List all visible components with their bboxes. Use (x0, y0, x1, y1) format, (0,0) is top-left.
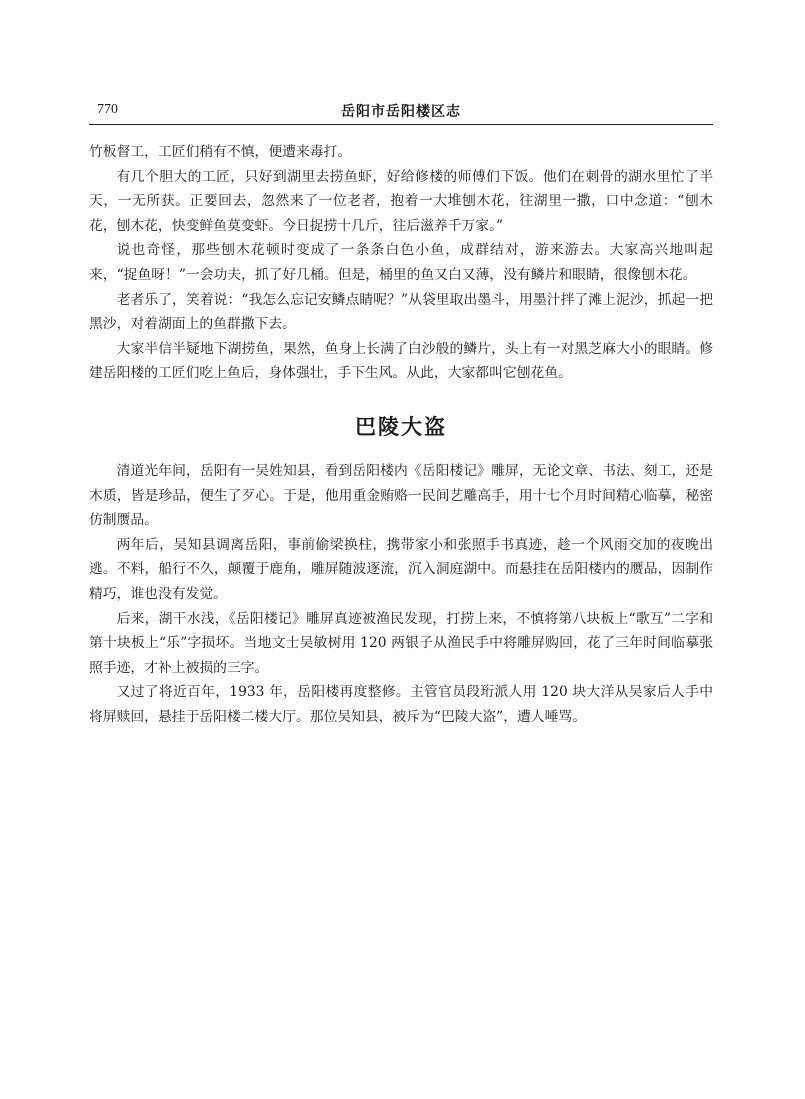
paragraph: 清道光年间，岳阳有一吴姓知县，看到岳阳楼内《岳阳楼记》雕屏，无论文章、书法、刻工，还是木质，皆是珍品，便生了歹心。于是，他用重金贿赂一民间艺雕高手，用十七个月时间精心临摹，秘密仿制赝品。 (89, 463, 713, 529)
section-heading: 巴陵大盗 (355, 415, 447, 439)
paragraph: 两年后，吴知县调离岳阳，事前偷梁换柱，携带家小和张照手书真迹，趁一个风雨交加的夜晚出逃。不料，船行不久，颠覆于鹿角，雕屏随波逐流，沉入洞庭湖中。而悬挂在岳阳楼内的赝品，因制作精巧，谁也没有发觉。 (89, 536, 713, 602)
running-title: 岳阳市岳阳楼区志 (341, 104, 461, 120)
page-header (89, 98, 713, 125)
paragraph: 后来，湖干水浅，《岳阳楼记》雕屏真迹被渔民发现，打捞上来，不慎将第八块板上“歌互”二字和第十块板上“乐”字损坏。当地文士吴敏树用 120 两银子从渔民手中将雕屏购回，花了三年时间临摹张照手迹，才补上被损的三字。 (89, 610, 713, 676)
story-continuation (89, 140, 713, 386)
story-baling-dadao (89, 459, 713, 730)
paragraph: 大家半信半疑地下湖捞鱼，果然，鱼身上长满了白沙般的鳞片，头上有一对黑芝麻大小的眼睛。修建岳阳楼的工匠们吃上鱼后，身体强壮，手下生风。从此，大家都叫它刨花鱼。 (89, 340, 713, 382)
paragraph: 说也奇怪，那些刨木花顿时变成了一条条白色小鱼，成群结对，游来游去。大家高兴地叫起来，“捉鱼呀！”一会功夫，抓了好几桶。但是，桶里的鱼又白又薄，没有鳞片和眼睛，很像刨木花。 (89, 242, 713, 283)
paragraph: 又过了将近百年，1933 年，岳阳楼再度整修。主管官员段珩派人用 120 块大洋从吴家后人手中将屏赎回，悬挂于岳阳楼二楼大厅。那位吴知县，被斥为“巴陵大盗”，遭人唾骂。 (89, 684, 713, 725)
paragraph: 竹板督工，工匠们稍有不慎，便遭来毒打。 (89, 144, 352, 160)
paragraph: 老者乐了，笑着说：“我怎么忘记安鳞点睛呢？”从袋里取出墨斗，用墨汁拌了滩上泥沙，抓起一把黑沙，对着湖面上的鱼群撒下去。 (89, 291, 713, 333)
paragraph: 有几个胆大的工匠，只好到湖里去捞鱼虾，好给修楼的师傅们下饭。他们在刺骨的湖水里忙了半天，一无所获。正要回去，忽然来了一位老者，抱着一大堆刨木花，往湖里一撒，口中念道：“刨木花，刨木花，快变鲜鱼莫变虾。今日捉捞十几斤，往后滋养千万家。” (89, 168, 713, 234)
page-number: 770 (97, 102, 118, 117)
